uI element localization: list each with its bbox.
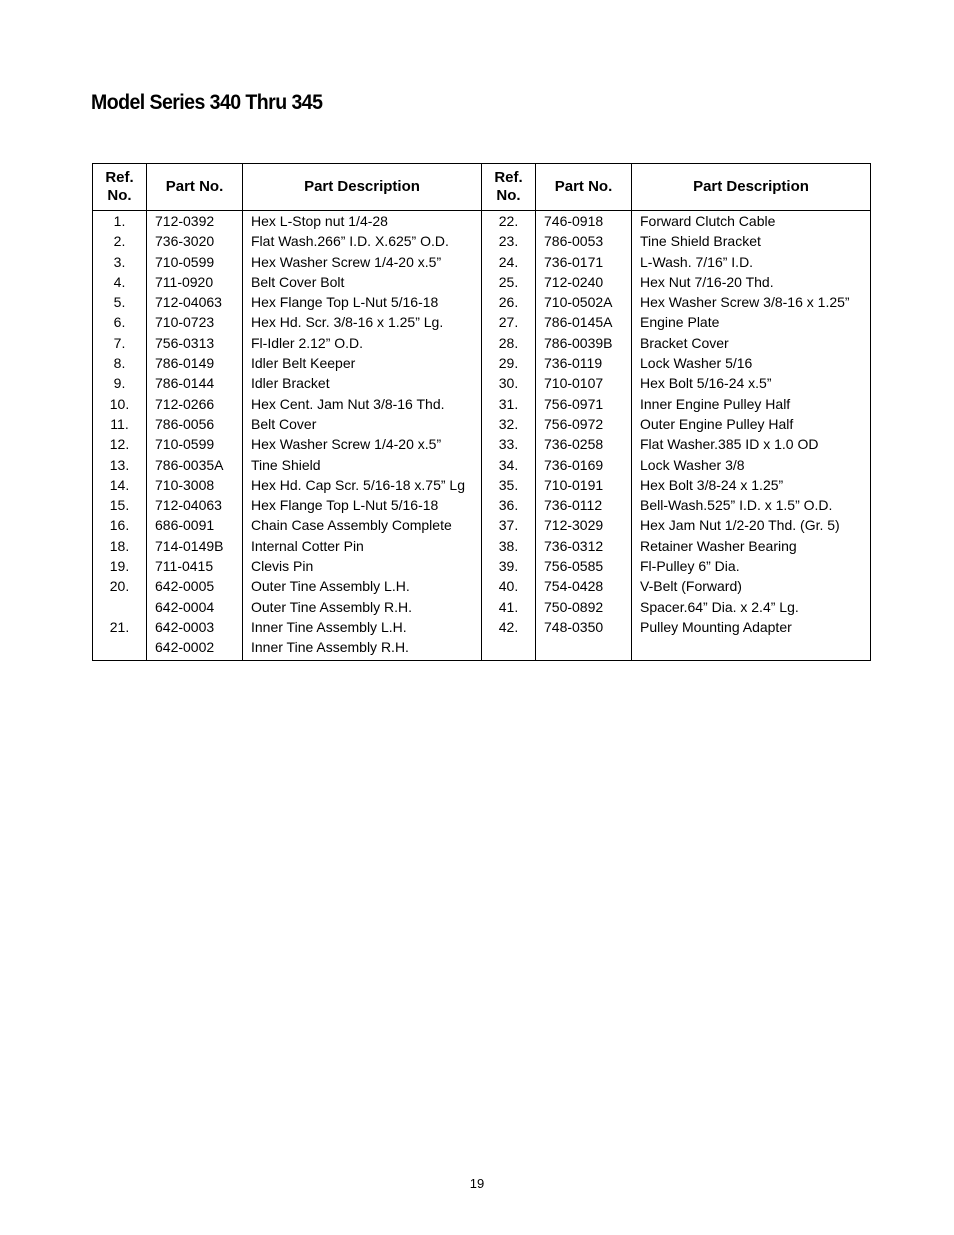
cell-part-no-right: 710-0502A [536, 292, 632, 312]
cell-ref-no-right: 31. [482, 394, 536, 414]
cell-ref-no-left: 16. [93, 515, 147, 535]
table-row [93, 617, 871, 637]
cell-description-right: Outer Engine Pulley Half [632, 414, 871, 434]
cell-ref-no-right: 26. [482, 292, 536, 312]
cell-ref-no-left: 18. [93, 536, 147, 556]
table-row [93, 211, 871, 232]
cell-description-right: Lock Washer 3/8 [632, 455, 871, 475]
cell-ref-no-right: 38. [482, 536, 536, 556]
cell-description-right: Retainer Washer Bearing [632, 536, 871, 556]
cell-part-no-left: 642-0005 [147, 576, 243, 596]
cell-ref-no-right: 42. [482, 617, 536, 637]
cell-part-no-right: 712-0240 [536, 272, 632, 292]
cell-part-no-right: 736-0169 [536, 455, 632, 475]
cell-part-no-left: 786-0035A [147, 455, 243, 475]
cell-part-no-right: 746-0918 [536, 211, 632, 232]
cell-ref-no-left: 21. [93, 617, 147, 637]
table-row [93, 292, 871, 312]
cell-ref-no-left: 6. [93, 312, 147, 332]
cell-part-no-left: 712-0392 [147, 211, 243, 232]
cell-ref-no-left: 20. [93, 576, 147, 596]
cell-description-left: Chain Case Assembly Complete [243, 515, 482, 535]
cell-description-right: Hex Jam Nut 1/2-20 Thd. (Gr. 5) [632, 515, 871, 535]
table-row [93, 434, 871, 454]
table-row [93, 597, 871, 617]
cell-ref-no-left: 4. [93, 272, 147, 292]
cell-part-no-left: 711-0920 [147, 272, 243, 292]
cell-part-no-left: 786-0149 [147, 353, 243, 373]
cell-part-no-left: 711-0415 [147, 556, 243, 576]
table-row [93, 515, 871, 535]
cell-ref-no-right: 32. [482, 414, 536, 434]
cell-ref-no-right: 29. [482, 353, 536, 373]
cell-ref-no-left: 7. [93, 333, 147, 353]
cell-part-no-right: 756-0972 [536, 414, 632, 434]
cell-description-right: Bell-Wash.525” I.D. x 1.5” O.D. [632, 495, 871, 515]
table-row [93, 252, 871, 272]
table-row [93, 394, 871, 414]
cell-description-left: Internal Cotter Pin [243, 536, 482, 556]
cell-ref-no-right: 36. [482, 495, 536, 515]
cell-ref-no-left: 11. [93, 414, 147, 434]
table-header [93, 164, 871, 211]
cell-part-no-right: 736-0112 [536, 495, 632, 515]
cell-description-right: V-Belt (Forward) [632, 576, 871, 596]
cell-part-no-left: 710-0723 [147, 312, 243, 332]
parts-table [92, 163, 871, 661]
cell-ref-no-left: 5. [93, 292, 147, 312]
cell-description-left: Outer Tine Assembly L.H. [243, 576, 482, 596]
header-description-left: Part Description [243, 164, 482, 211]
cell-part-no-right: 756-0971 [536, 394, 632, 414]
cell-part-no-right: 786-0053 [536, 231, 632, 251]
cell-ref-no-left: 15. [93, 495, 147, 515]
table-row [93, 312, 871, 332]
cell-ref-no-right: 35. [482, 475, 536, 495]
cell-description-left: Hex Washer Screw 1/4-20 x.5” [243, 252, 482, 272]
cell-part-no-left: 756-0313 [147, 333, 243, 353]
cell-description-left: Flat Wash.266” I.D. X.625” O.D. [243, 231, 482, 251]
cell-ref-no-right: 25. [482, 272, 536, 292]
page-number: 19 [469, 1176, 485, 1191]
table-row [93, 556, 871, 576]
cell-ref-no-right: 30. [482, 373, 536, 393]
cell-description-left: Fl-Idler 2.12” O.D. [243, 333, 482, 353]
cell-part-no-right: 710-0191 [536, 475, 632, 495]
cell-description-right: Forward Clutch Cable [632, 211, 871, 232]
cell-description-left: Belt Cover Bolt [243, 272, 482, 292]
cell-ref-no-right: 33. [482, 434, 536, 454]
cell-description-right: Spacer.64” Dia. x 2.4” Lg. [632, 597, 871, 617]
cell-ref-no-right: 41. [482, 597, 536, 617]
cell-description-right: L-Wash. 7/16” I.D. [632, 252, 871, 272]
cell-ref-no-left [93, 597, 147, 617]
cell-description-left: Tine Shield [243, 455, 482, 475]
cell-description-left: Hex Hd. Cap Scr. 5/16-18 x.75” Lg [243, 475, 482, 495]
cell-description-right: Hex Bolt 5/16-24 x.5” [632, 373, 871, 393]
cell-description-left: Hex Washer Screw 1/4-20 x.5” [243, 434, 482, 454]
cell-description-right: Hex Nut 7/16-20 Thd. [632, 272, 871, 292]
cell-ref-no-left: 2. [93, 231, 147, 251]
cell-part-no-right: 754-0428 [536, 576, 632, 596]
cell-part-no-left: 786-0056 [147, 414, 243, 434]
cell-part-no-right: 736-0258 [536, 434, 632, 454]
cell-description-left: Inner Tine Assembly L.H. [243, 617, 482, 637]
cell-ref-no-left: 10. [93, 394, 147, 414]
cell-ref-no-left: 8. [93, 353, 147, 373]
cell-description-right: Fl-Pulley 6” Dia. [632, 556, 871, 576]
header-part-no-right: Part No. [536, 164, 632, 211]
table-row [93, 272, 871, 292]
cell-part-no-left: 712-04063 [147, 292, 243, 312]
cell-description-right: Flat Washer.385 ID x 1.0 OD [632, 434, 871, 454]
cell-description-left: Inner Tine Assembly R.H. [243, 637, 482, 660]
header-row [93, 164, 871, 211]
table-row [93, 576, 871, 596]
cell-part-no-left: 642-0004 [147, 597, 243, 617]
cell-description-left: Hex L-Stop nut 1/4-28 [243, 211, 482, 232]
cell-part-no-right: 736-0312 [536, 536, 632, 556]
cell-ref-no-right: 22. [482, 211, 536, 232]
cell-ref-no-left: 13. [93, 455, 147, 475]
cell-part-no-right: 736-0171 [536, 252, 632, 272]
cell-part-no-left: 712-0266 [147, 394, 243, 414]
cell-part-no-left: 642-0002 [147, 637, 243, 660]
cell-ref-no-right [482, 637, 536, 660]
table-row [93, 455, 871, 475]
cell-part-no-right: 786-0145A [536, 312, 632, 332]
cell-description-left: Belt Cover [243, 414, 482, 434]
cell-ref-no-right: 23. [482, 231, 536, 251]
cell-description-right: Hex Bolt 3/8-24 x 1.25” [632, 475, 871, 495]
cell-description-left: Idler Belt Keeper [243, 353, 482, 373]
cell-ref-no-left: 12. [93, 434, 147, 454]
cell-part-no-left: 786-0144 [147, 373, 243, 393]
table-row [93, 231, 871, 251]
cell-description-left: Idler Bracket [243, 373, 482, 393]
table-row [93, 353, 871, 373]
cell-description-right [632, 637, 871, 660]
cell-part-no-right: 710-0107 [536, 373, 632, 393]
cell-description-right: Engine Plate [632, 312, 871, 332]
cell-ref-no-right: 39. [482, 556, 536, 576]
cell-description-left: Hex Flange Top L-Nut 5/16-18 [243, 292, 482, 312]
cell-description-right: Inner Engine Pulley Half [632, 394, 871, 414]
header-part-no-left: Part No. [147, 164, 243, 211]
cell-part-no-right [536, 637, 632, 660]
cell-description-left: Hex Flange Top L-Nut 5/16-18 [243, 495, 482, 515]
cell-ref-no-right: 24. [482, 252, 536, 272]
cell-ref-no-left: 3. [93, 252, 147, 272]
cell-part-no-right: 750-0892 [536, 597, 632, 617]
table-row [93, 373, 871, 393]
cell-ref-no-right: 40. [482, 576, 536, 596]
cell-description-right: Hex Washer Screw 3/8-16 x 1.25” [632, 292, 871, 312]
cell-description-right: Bracket Cover [632, 333, 871, 353]
cell-part-no-left: 642-0003 [147, 617, 243, 637]
cell-ref-no-left: 19. [93, 556, 147, 576]
cell-part-no-right: 756-0585 [536, 556, 632, 576]
cell-description-left: Hex Cent. Jam Nut 3/8-16 Thd. [243, 394, 482, 414]
cell-description-right: Pulley Mounting Adapter [632, 617, 871, 637]
table-body [93, 211, 871, 661]
cell-description-right: Lock Washer 5/16 [632, 353, 871, 373]
page-title: Model Series 340 Thru 345 [91, 91, 323, 114]
cell-part-no-left: 710-0599 [147, 252, 243, 272]
cell-ref-no-left [93, 637, 147, 660]
cell-part-no-left: 686-0091 [147, 515, 243, 535]
header-description-right: Part Description [632, 164, 871, 211]
cell-part-no-left: 712-04063 [147, 495, 243, 515]
table-row [93, 495, 871, 515]
table-row [93, 536, 871, 556]
table-row [93, 414, 871, 434]
cell-part-no-left: 710-0599 [147, 434, 243, 454]
cell-ref-no-left: 14. [93, 475, 147, 495]
header-ref-no-right: Ref. No. [482, 164, 536, 211]
header-ref-no-left: Ref. No. [93, 164, 147, 211]
cell-ref-no-left: 1. [93, 211, 147, 232]
cell-ref-no-left: 9. [93, 373, 147, 393]
cell-part-no-left: 736-3020 [147, 231, 243, 251]
cell-description-left: Outer Tine Assembly R.H. [243, 597, 482, 617]
cell-part-no-right: 736-0119 [536, 353, 632, 373]
cell-part-no-left: 710-3008 [147, 475, 243, 495]
table-row [93, 637, 871, 660]
table-row [93, 333, 871, 353]
cell-description-left: Clevis Pin [243, 556, 482, 576]
cell-ref-no-right: 28. [482, 333, 536, 353]
cell-part-no-left: 714-0149B [147, 536, 243, 556]
table-row [93, 475, 871, 495]
cell-part-no-right: 786-0039B [536, 333, 632, 353]
cell-part-no-right: 748-0350 [536, 617, 632, 637]
cell-ref-no-right: 27. [482, 312, 536, 332]
cell-ref-no-right: 34. [482, 455, 536, 475]
cell-description-left: Hex Hd. Scr. 3/8-16 x 1.25” Lg. [243, 312, 482, 332]
cell-description-right: Tine Shield Bracket [632, 231, 871, 251]
cell-ref-no-right: 37. [482, 515, 536, 535]
cell-part-no-right: 712-3029 [536, 515, 632, 535]
